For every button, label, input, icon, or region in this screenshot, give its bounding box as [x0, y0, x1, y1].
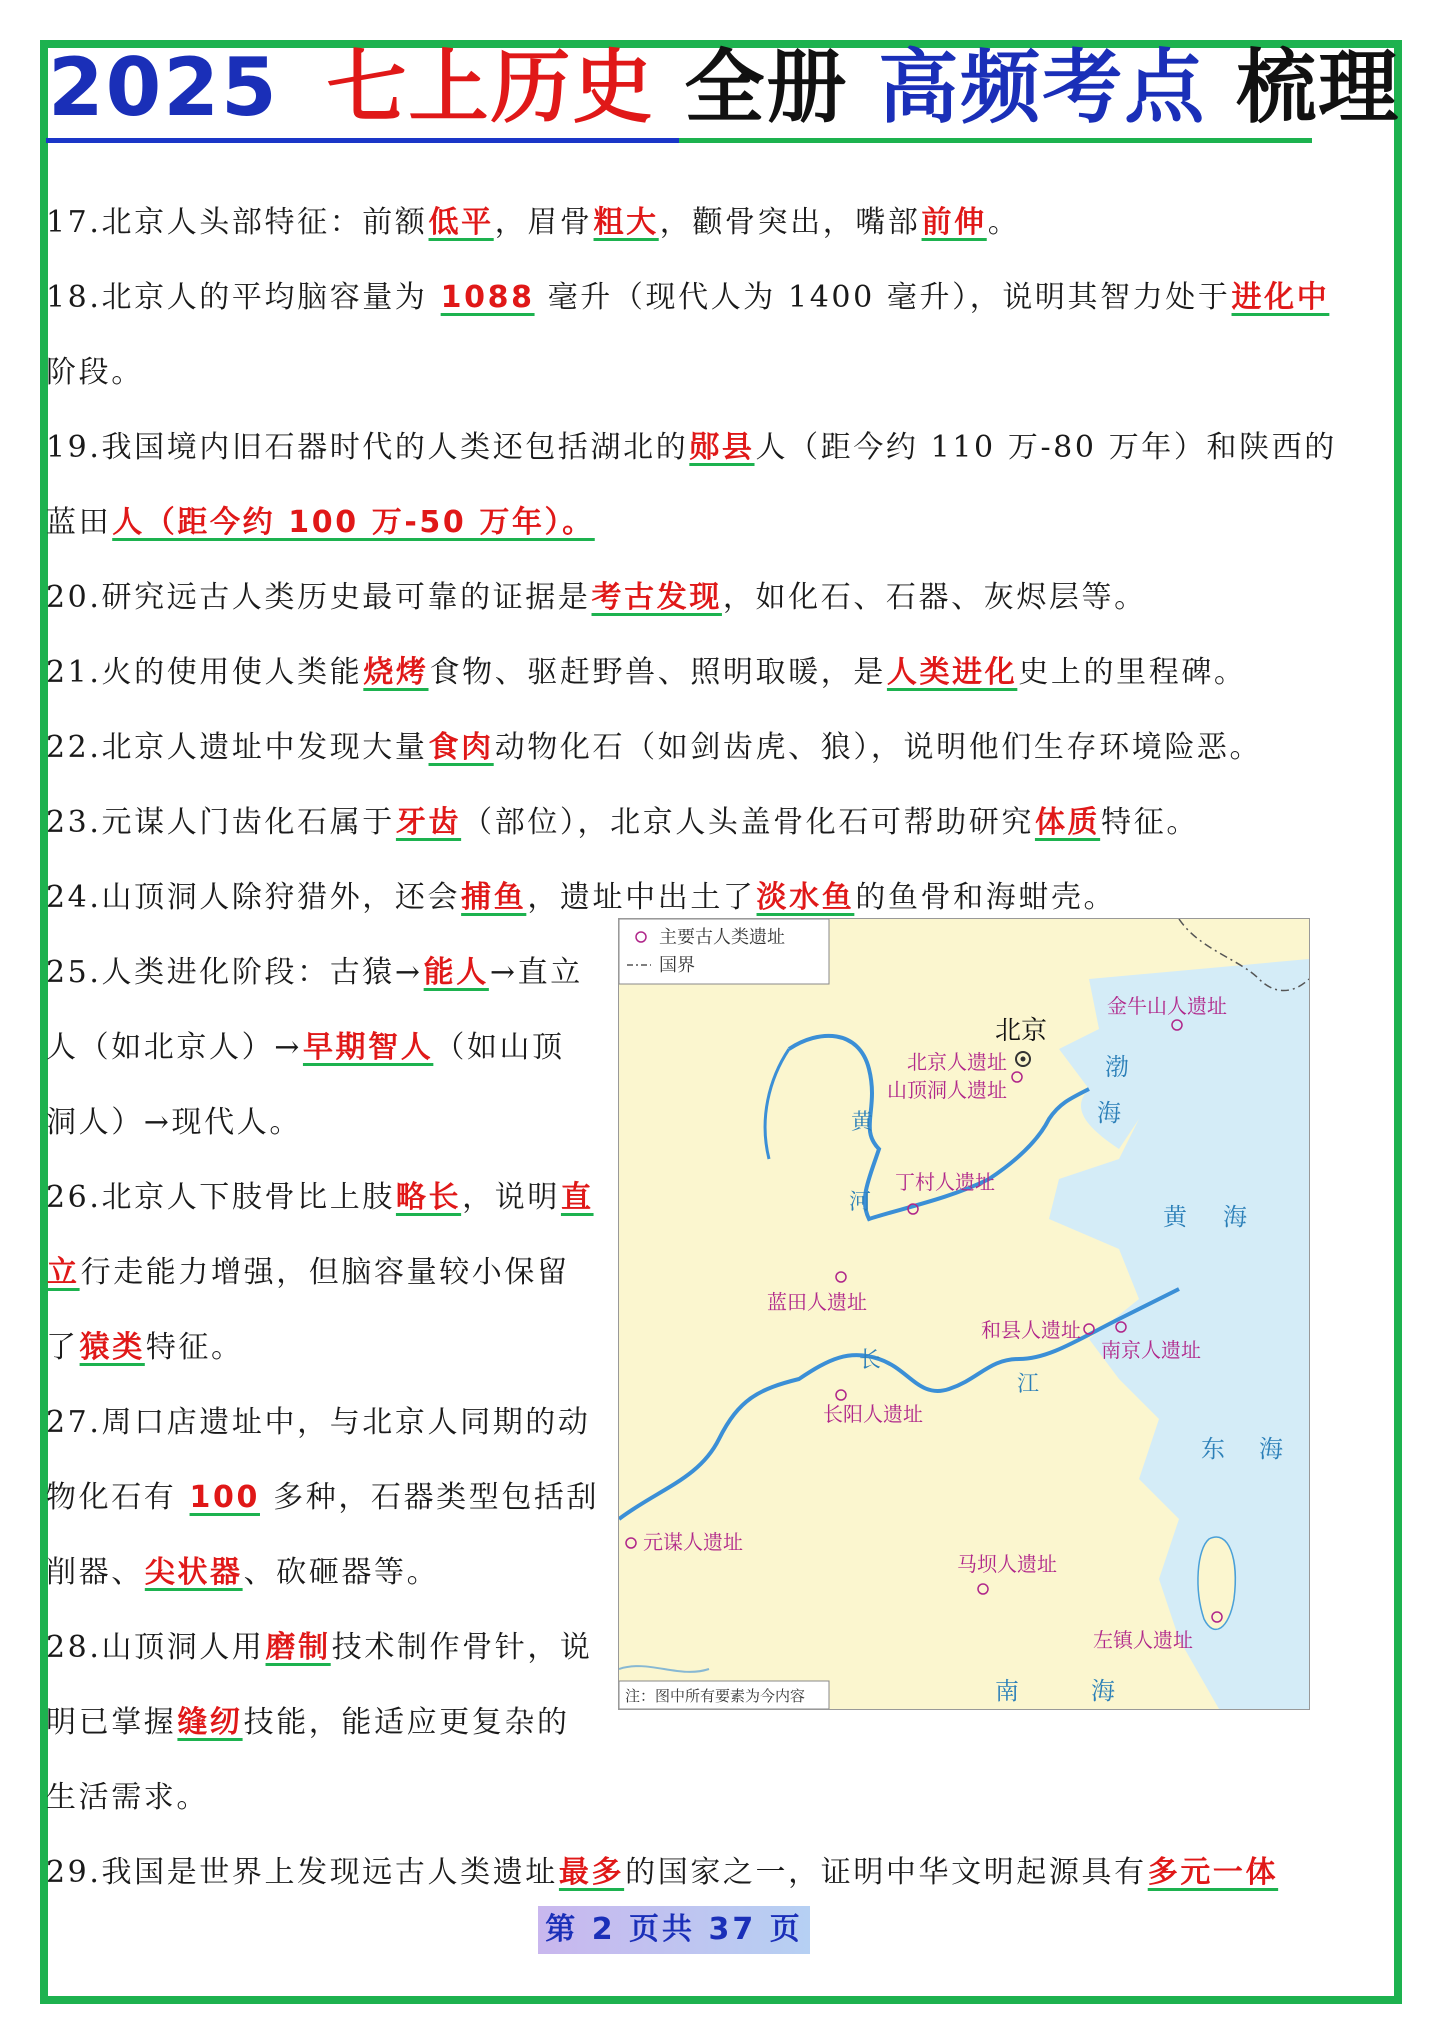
content-line	[46, 278, 1330, 318]
line-text: 洞人）→现代人。	[46, 1105, 302, 1140]
content-line	[46, 1328, 244, 1368]
line-text: 、砍砸器等。	[243, 1555, 440, 1590]
keyword-answer: 考古发现	[591, 580, 722, 615]
keyword-answer: 最多	[558, 1855, 625, 1890]
keyword-answer: 能人	[423, 955, 489, 990]
site-label: 长阳人遗址	[823, 1402, 923, 1426]
keyword-answer: 早期智人	[302, 1030, 434, 1065]
river-label: 江	[1017, 1372, 1040, 1397]
content-line	[46, 728, 1262, 768]
line-text: 的鱼骨和海蚶壳。	[855, 880, 1117, 915]
keyword-answer: 缝纫	[177, 1705, 243, 1740]
content-line	[46, 1628, 593, 1668]
content-line	[46, 1853, 1279, 1893]
sea-label: 海	[1097, 1099, 1121, 1127]
keyword-answer: 人（距今约 100 万-50 万年）。	[112, 505, 595, 540]
content-line	[46, 1253, 570, 1293]
map-note: 注：图中所有要素为今内容	[625, 1687, 806, 1705]
keyword-answer: 前伸	[921, 205, 987, 240]
keyword-answer: 猿类	[79, 1330, 145, 1365]
keyword-answer: 低平	[428, 205, 494, 240]
line-text: 人（距今约 110 万-80 万年）和陕西的	[755, 430, 1337, 465]
line-text: 了	[46, 1330, 79, 1365]
content-line	[46, 503, 596, 543]
title-part1: 全册	[684, 41, 849, 134]
line-text: 动物化石（如剑齿虎、狼），说明他们生存环境险恶。	[494, 730, 1263, 765]
keyword-answer: 人类进化	[886, 655, 1018, 690]
content-line	[46, 1403, 591, 1443]
sea-label: 东	[1201, 1435, 1225, 1463]
keyword-answer: 直	[560, 1180, 594, 1215]
line-text: 21.火的使用使人类能	[46, 655, 363, 690]
keyword-answer: 磨制	[265, 1630, 331, 1665]
title-part3: 梳理	[1236, 41, 1401, 134]
site-label: 金牛山人遗址	[1107, 994, 1227, 1018]
line-text: 的国家之一，证明中华文明起源具有	[625, 1855, 1147, 1890]
line-text: ，眉骨	[494, 205, 593, 240]
line-text: 特征。	[1101, 805, 1199, 840]
content-line	[46, 878, 1116, 918]
site-label: 和县人遗址	[981, 1318, 1081, 1342]
line-text: 20.研究远古人类历史最可靠的证据是	[46, 580, 591, 615]
keyword-answer: 略长	[395, 1180, 462, 1215]
content-line	[46, 653, 1247, 693]
keyword-answer: 1088	[440, 280, 535, 315]
keyword-answer: 100	[189, 1480, 260, 1515]
line-text: 食物、驱赶野兽、照明取暖，是	[429, 655, 886, 690]
content-line	[46, 1103, 302, 1143]
line-text: （如山顶	[434, 1030, 565, 1065]
sea-label: 海	[1091, 1677, 1115, 1705]
keyword-answer: 尖状器	[144, 1555, 243, 1590]
line-text: 17.北京人头部特征：前额	[46, 205, 428, 240]
line-text: ，如化石、石器、灰烬层等。	[722, 580, 1147, 615]
sea-label: 海	[1223, 1203, 1247, 1231]
ancient-sites-map	[618, 918, 1310, 1710]
line-text: 27.周口店遗址中，与北京人同期的动	[46, 1405, 591, 1440]
keyword-answer: 淡水鱼	[756, 880, 855, 915]
line-text: 生活需求。	[46, 1780, 209, 1815]
keyword-answer: 进化中	[1231, 280, 1330, 315]
line-text: 阶段。	[46, 355, 144, 390]
sea-label: 渤	[1105, 1053, 1129, 1081]
site-label: 南京人遗址	[1101, 1338, 1201, 1362]
content-line	[46, 803, 1199, 843]
line-text: 19.我国境内旧石器时代的人类还包括湖北的	[46, 430, 689, 465]
title-part2: 高频考点	[878, 41, 1207, 134]
line-text: 25.人类进化阶段：古猿→	[46, 955, 423, 990]
river-label: 黄	[851, 1110, 874, 1135]
site-label: 左镇人遗址	[1093, 1628, 1193, 1652]
line-text: 24.山顶洞人除狩猎外，还会	[46, 880, 461, 915]
page-title	[48, 41, 1401, 134]
line-text: 29.我国是世界上发现远古人类遗址	[46, 1855, 558, 1890]
line-text: 蓝田	[46, 505, 112, 540]
line-text: ，颧骨突出，嘴部	[659, 205, 921, 240]
content-line	[46, 353, 144, 393]
line-text: →直立	[489, 955, 583, 990]
line-text: 28.山顶洞人用	[46, 1630, 265, 1665]
keyword-answer: 牙齿	[395, 805, 462, 840]
line-text: 人（如北京人）→	[46, 1030, 302, 1065]
line-text: 18.北京人的平均脑容量为	[46, 280, 440, 315]
line-text: 22.北京人遗址中发现大量	[46, 730, 428, 765]
sea-label: 海	[1259, 1435, 1283, 1463]
content-line	[46, 1178, 595, 1218]
line-text: 技术制作骨针，说	[331, 1630, 593, 1665]
content-line	[46, 1703, 570, 1743]
line-text: 明已掌握	[46, 1705, 177, 1740]
keyword-answer: 立	[47, 1255, 80, 1290]
title-underline	[46, 138, 1312, 143]
content-line	[46, 428, 1337, 468]
title-subject: 七上历史	[326, 41, 655, 134]
line-text: ，遗址中出土了	[527, 880, 756, 915]
keyword-answer: 体质	[1034, 805, 1101, 840]
legend-site-label: 主要古人类遗址	[659, 927, 785, 948]
site-label: 元谋人遗址	[643, 1530, 743, 1554]
line-text: （部位），北京人头盖骨化石可帮助研究	[462, 805, 1034, 840]
site-label: 丁村人遗址	[895, 1170, 995, 1194]
line-text: 多种，石器类型包括刮	[260, 1480, 600, 1515]
line-text: 毫升（现代人为 1400 毫升），说明其智力处于	[535, 280, 1231, 315]
sea-label: 南	[995, 1677, 1019, 1705]
line-text: 。	[987, 205, 1021, 240]
content-line	[46, 953, 583, 993]
capital-label: 北京	[995, 1016, 1048, 1046]
legend-border-label: 国界	[659, 955, 695, 976]
river-label: 长	[859, 1348, 882, 1373]
content-line	[46, 578, 1147, 618]
keyword-answer: 食肉	[428, 730, 494, 765]
line-text: 26.北京人下肢骨比上肢	[46, 1180, 395, 1215]
page-number: 第 2 页共 37 页	[538, 1906, 810, 1954]
line-text: 削器、	[46, 1555, 144, 1590]
line-text: ，说明	[462, 1180, 560, 1215]
keyword-answer: 烧烤	[363, 655, 429, 690]
site-label: 蓝田人遗址	[767, 1290, 867, 1314]
keyword-answer: 多元一体	[1147, 1855, 1279, 1890]
line-text: 技能，能适应更复杂的	[243, 1705, 570, 1740]
site-label: 北京人遗址	[907, 1050, 1007, 1074]
line-text: 物化石有	[46, 1480, 189, 1515]
content-line	[46, 203, 1020, 243]
line-text: 特征。	[145, 1330, 244, 1365]
site-label: 山顶洞人遗址	[887, 1078, 1007, 1102]
sea-label: 黄	[1163, 1203, 1187, 1231]
content-line	[46, 1553, 439, 1593]
keyword-answer: 粗大	[593, 205, 659, 240]
river-label: 河	[849, 1190, 872, 1215]
keyword-answer: 捕鱼	[461, 880, 527, 915]
keyword-answer: 郧县	[689, 430, 755, 465]
content-line	[46, 1028, 565, 1068]
line-text: 23.元谋人门齿化石属于	[46, 805, 395, 840]
title-year: 2025	[48, 41, 279, 134]
content-line	[46, 1478, 599, 1518]
content-line	[46, 1778, 209, 1818]
line-text: 行走能力增强，但脑容量较小保留	[80, 1255, 570, 1290]
line-text: 史上的里程碑。	[1018, 655, 1247, 690]
site-label: 马坝人遗址	[957, 1552, 1057, 1576]
